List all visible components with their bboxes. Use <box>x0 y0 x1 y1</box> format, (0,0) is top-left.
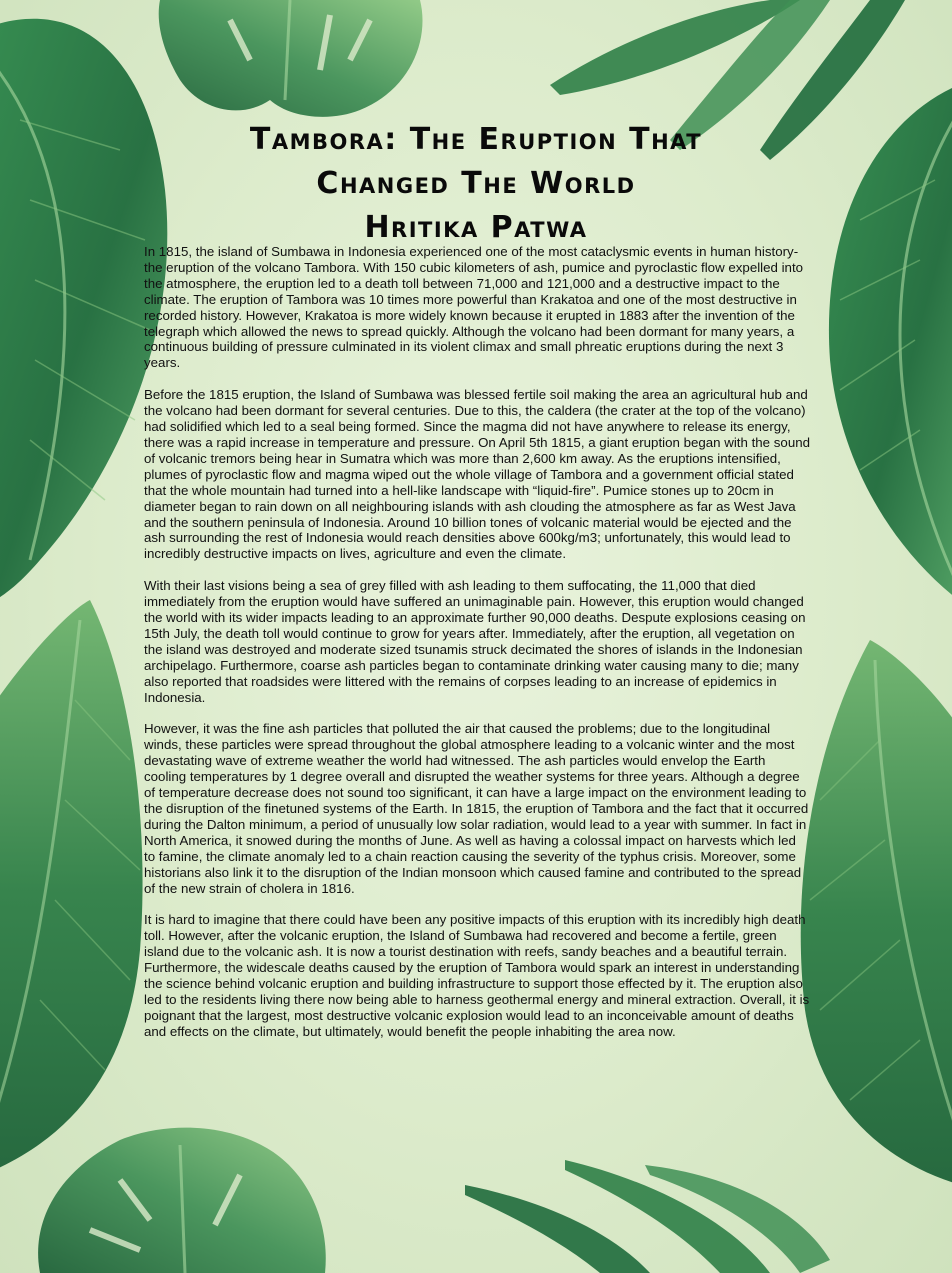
paragraph-1: In 1815, the island of Sumbawa in Indonesia experienced one of the most cataclysmic events in human history- the eruption of the volcano Tambora. With 150 cubic kilometers of ash, pumice and pyroclastic flow expelled into the atmosphere, the eruption led to a death toll between 71,000 and 121,000 and a destructive impact to the climate. The eruption of Tambora was 10 times more powerful than Krakatoa and one of the most destructive in recorded history. However, Krakatoa is more widely known because it erupted in 1883 after the invention of the telegraph which allowed the news to spread quickly. Although the volcano had been dormant for many years, a continuous building of pressure culminated in its violent climax and small phreatic eruptions during the next 3 years. <box>144 244 804 371</box>
title-line-1: Tambora: The Eruption That <box>249 122 703 157</box>
paragraph-4: However, it was the fine ash particles that polluted the air that caused the problems; due to the longitudinal winds, these particles were spread throughout the global atmosphere leading to a volcanic winter and the most devastating wave of extreme weather the world had witnessed. The ash particles would envelop the Earth cooling temperatures by 1 degree overall and disrupted the weather systems for three years. Although a degree of temperature decrease does not sound too significant, it can have a large impact on the environment leading to the disruption of the finetuned systems of the Earth. In 1815, the eruption of Tambora and the fact that it occurred during the Dalton minimum, a period of unusually low solar radiation, would lead to a year with summer. In fact in North America, it snowed during the months of June. As well as having a colossal impact on harvests which led to famine, the climate anomaly led to a chain reaction causing the severity of the typhus crisis. Moreover, some historians also link it to the disruption of the Indian monsoon which caused famine and contributed to the spread of the new strain of cholera in 1816. <box>144 721 809 896</box>
paragraph-5: It is hard to imagine that there could have been any positive impacts of this eruption with its incredibly high death toll. However, after the volcanic eruption, the Island of Sumbawa had recovered and become a fertile, green island due to the volcanic ash. It is now a tourist destination with reefs, sandy beaches and a beautiful terrain. Furthermore, the widescale deaths caused by the eruption of Tambora would spark an interest in understanding the science behind volcanic eruption and building infrastructure to support those effected by it. The eruption also led to the residents living there now being able to harness geothermal energy and mineral extraction. Overall, it is poignant that the largest, most destructive volcanic explosion would lead to an inconceivable amount of deaths and effects on the climate, but ultimately, would benefit the people inhabiting the area now. <box>144 912 810 1039</box>
title-line-2: Changed The World <box>316 166 636 201</box>
document-title <box>140 118 812 250</box>
paragraph-2: Before the 1815 eruption, the Island of Sumbawa was blessed fertile soil making the area an agricultural hub and the volcano had been dormant for several centuries. Due to this, the caldera (the crater at the top of the volcano) had solidified which led to a seal being formed. Since the magma did not have anywhere to release its energy, there was a rapid increase in temperature and pressure. On April 5th 1815, a giant eruption began with the sound of volcanic tremors being hear in Sumatra which was more than 2,600 km away. As the eruptions intensified, plumes of pyroclastic flow and magma wiped out the whole village of Tambora and a government official stated that the whole mountain had turned into a hell-like landscape with “liquid-fire”. Pumice stones up to 20cm in diameter began to rain down on all neighbouring islands with ash clouding the atmosphere as far as West Java and the southern peninsula of Indonesia. Around 10 billion tones of volcanic material would be ejected and the ash surrounding the rest of Indonesia would reach densities above 600kg/m3; unfortunately, this would lead to incredibly destructive impacts on lives, agriculture and even the climate. <box>144 387 810 562</box>
paragraph-3: With their last visions being a sea of grey filled with ash leading to them suffocating, the 11,000 that died immediately from the eruption would have suffered an unimaginable pain. However, this eruption would changed the world with its wider impacts leading to an approximate further 90,000 deaths. Despute explosions ceasing on 15th July, the death toll would continue to grow for years after. Immediately, after the eruption, all vegetation on the island was destroyed and moderate sized tsunamis struck decimated the shores of islands in the Indonesian archipelago. Furthermore, coarse ash particles began to contaminate drinking water causing many to die; many also reported that roadsides were littered with the remains of corpses leading to an increase of epidemics in Indonesia. <box>144 578 806 705</box>
article-body <box>144 244 810 1056</box>
author-name: Hritika Patwa <box>364 210 588 245</box>
